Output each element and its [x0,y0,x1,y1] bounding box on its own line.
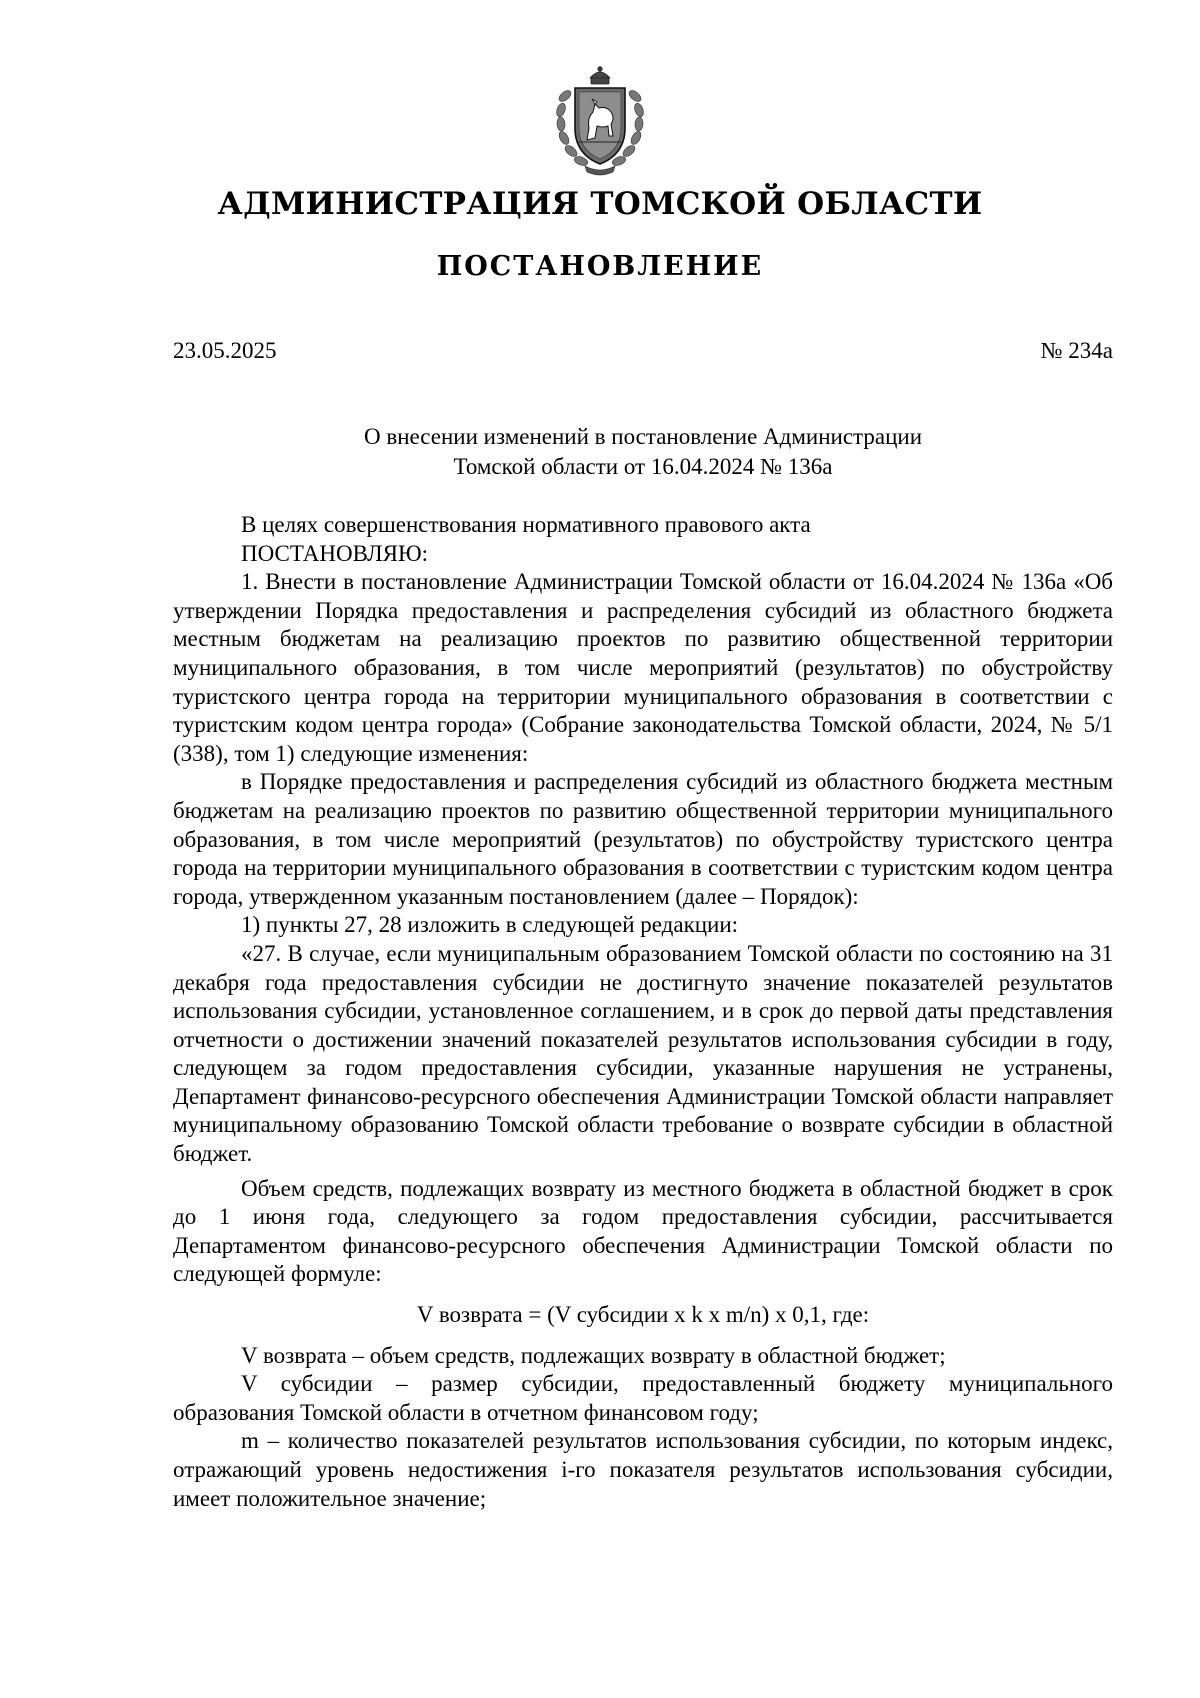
organization-title: АДМИНИСТРАЦИЯ ТОМСКОЙ ОБЛАСТИ [217,186,983,222]
preamble-paragraph: В целях совершенствования нормативного правового акта [241,512,811,537]
coat-of-arms-icon [551,66,649,176]
procedure-paragraph: в Порядке предоставления и распределения субсидий из областного бюджета местным бюджетам на реализацию проектов по развитию общественной территории муниципального образования, в том числе мероприятий (результатов) по обустройству туристского центра города на территории муниципального образования в соответствии с туристским кодом центра города, утвержденном указанным постановлением (далее – Порядок): [173,769,1113,909]
document-body [173,511,1113,1513]
document-number: № 234а [1040,338,1113,363]
clause-27-paragraph: «27. В случае, если муниципальным образованием Томской области по состоянию на 31 декабря года предоставления субсидии не достигнуто значение показателей результатов использования субсидии, установленное соглашением, и в срок до первой даты представления отчетности о достижении значений показателей результатов использования субсидии в году, следующем за годом предоставления субсидии, указанные нарушения не устранены, Департамент финансово-ресурсного обеспечения Администрации Томской области направляет муниципальному образованию Томской области требование о возврате субсидии в областной бюджет. [173,940,1113,1167]
refund-formula: V возврата = (V субсидии x k x m/n) x 0,1, где: [416,1302,870,1328]
formula-definition-v-refund: V возврата – объем средств, подлежащих возврату в областной бюджет; [241,1342,946,1368]
document-date: 23.05.2025 [173,338,277,363]
item-1-paragraph: 1. Внести в постановление Администрации Томской области от 16.04.2024 № 136а «Об утверждении Порядка предоставления и распределения субсидий из областного бюджета местным бюджетам на реализацию проектов по развитию общественной территории муниципального образования, в том числе мероприятий (результатов) по обустройству туристского центра города на территории муниципального образования в соответствии с туристским кодом центра города» (Собрание законодательства Томской области, 2024, № 5/1 (338), том 1) следующие изменения: [173,569,1113,766]
subject-line-1: О внесении изменений в постановление Администрации [363,424,923,449]
document-type-title: ПОСТАНОВЛЕНИЕ [436,251,764,282]
formula-definition-m: m – количество показателей результатов использования субсидии, по которым индекс, отражающий уровень недостижения i-го показателя результатов использования субсидии, имеет положительное значение; [173,1428,1113,1511]
formula-definition-v-subsidy: V субсидии – размер субсидии, предоставленный бюджету муниципального образования Томской области в отчетном финансовом году; [173,1371,1113,1425]
subject-line-2: Томской области от 16.04.2024 № 136а [453,454,833,479]
subitem-1-paragraph: 1) пункты 27, 28 изложить в следующей редакции: [241,912,739,938]
refund-volume-paragraph: Объем средств, подлежащих возврату из местного бюджета в областной бюджет в срок до 1 июня года, следующего за годом предоставления субсидии, рассчитывается Департаментом финансово-ресурсного обеспечения Администрации Томской области по следующей формуле: [173,1175,1113,1287]
resolution-keyword: ПОСТАНОВЛЯЮ: [241,540,429,566]
document-subject [173,422,1113,482]
